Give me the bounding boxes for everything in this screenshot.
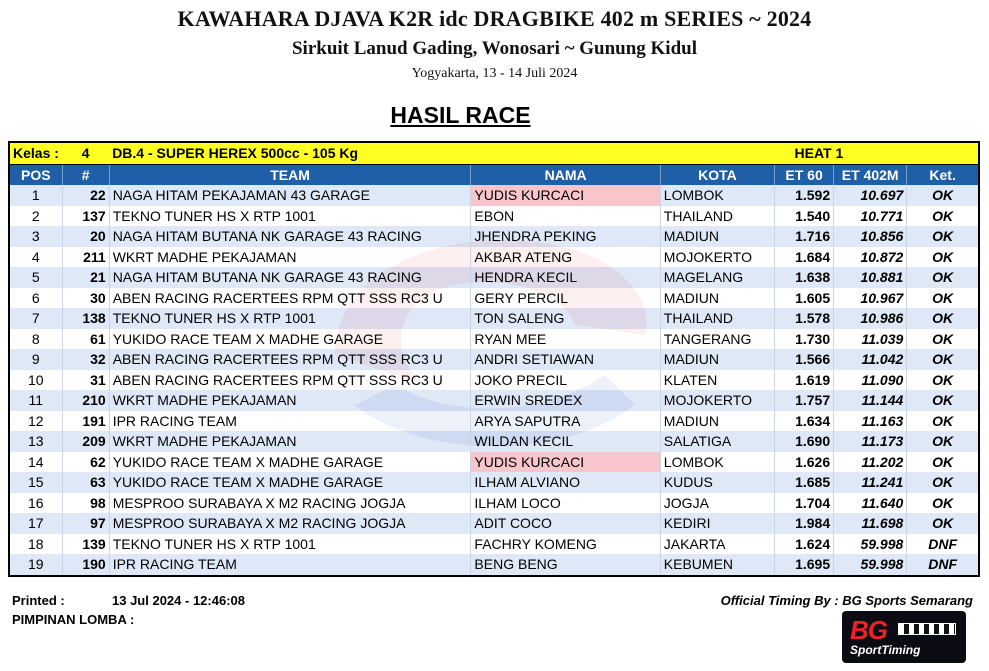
et402-cell: 11.039 [834, 329, 907, 350]
table-row [9, 247, 979, 268]
name-cell: ADIT COCO [471, 513, 660, 534]
et402-cell: 11.163 [834, 411, 907, 432]
team-cell: WKRT MADHE PEKAJAMAN [109, 390, 471, 411]
column-header-row [9, 164, 979, 185]
pimpinan-label: PIMPINAN LOMBA : [12, 612, 135, 627]
team-cell: YUKIDO RACE TEAM X MADHE GARAGE [109, 472, 471, 493]
et60-cell: 1.690 [775, 431, 834, 452]
status-cell: OK [907, 267, 979, 288]
team-cell: IPR RACING TEAM [109, 554, 471, 576]
et60-cell: 1.540 [775, 206, 834, 227]
et60-cell: 1.704 [775, 493, 834, 514]
team-cell: ABEN RACING RACERTEES RPM QTT SSS RC3 U [109, 288, 471, 309]
class-label: Kelas : [9, 142, 62, 164]
status-cell: OK [907, 247, 979, 268]
et402-cell: 10.872 [834, 247, 907, 268]
city-cell: MADIUN [660, 349, 774, 370]
col-et60: ET 60 [775, 164, 834, 185]
city-cell: MAGELANG [660, 267, 774, 288]
city-cell: LOMBOK [660, 185, 774, 206]
city-cell: KEDIRI [660, 513, 774, 534]
status-cell: OK [907, 493, 979, 514]
name-cell: ILHAM ALVIANO [471, 472, 660, 493]
col-et402: ET 402M [834, 164, 907, 185]
status-cell: DNF [907, 534, 979, 555]
et60-cell: 1.566 [775, 349, 834, 370]
table-row [9, 411, 979, 432]
status-cell: OK [907, 226, 979, 247]
team-cell: ABEN RACING RACERTEES RPM QTT SSS RC3 U [109, 349, 471, 370]
team-cell: NAGA HITAM BUTANA NK GARAGE 43 RACING [109, 226, 471, 247]
number-cell: 209 [62, 431, 109, 452]
status-cell: OK [907, 329, 979, 350]
heat-label: HEAT 1 [775, 142, 979, 164]
city-cell: MOJOKERTO [660, 247, 774, 268]
city-cell: KLATEN [660, 370, 774, 391]
class-name: DB.4 - SUPER HEREX 500cc - 105 Kg [109, 142, 774, 164]
position-cell: 19 [9, 554, 62, 576]
team-cell: IPR RACING TEAM [109, 411, 471, 432]
number-cell: 138 [62, 308, 109, 329]
team-cell: WKRT MADHE PEKAJAMAN [109, 247, 471, 268]
status-cell: OK [907, 185, 979, 206]
class-row [9, 142, 979, 164]
number-cell: 191 [62, 411, 109, 432]
col-team: TEAM [109, 164, 471, 185]
name-cell: RYAN MEE [471, 329, 660, 350]
col-pos: POS [9, 164, 62, 185]
number-cell: 61 [62, 329, 109, 350]
et402-cell: 11.202 [834, 452, 907, 473]
et402-cell: 10.881 [834, 267, 907, 288]
col-ket: Ket. [907, 164, 979, 185]
position-cell: 18 [9, 534, 62, 555]
class-number: 4 [62, 142, 109, 164]
position-cell: 15 [9, 472, 62, 493]
number-cell: 210 [62, 390, 109, 411]
number-cell: 32 [62, 349, 109, 370]
et60-cell: 1.634 [775, 411, 834, 432]
table-row [9, 452, 979, 473]
position-cell: 5 [9, 267, 62, 288]
name-cell: YUDIS KURCACI [471, 452, 660, 473]
city-cell: JOGJA [660, 493, 774, 514]
name-cell: ANDRI SETIAWAN [471, 349, 660, 370]
table-row [9, 554, 979, 576]
position-cell: 12 [9, 411, 62, 432]
status-cell: DNF [907, 554, 979, 576]
team-cell: YUKIDO RACE TEAM X MADHE GARAGE [109, 329, 471, 350]
name-cell: EBON [471, 206, 660, 227]
table-row [9, 329, 979, 350]
table-row [9, 472, 979, 493]
et60-cell: 1.684 [775, 247, 834, 268]
position-cell: 13 [9, 431, 62, 452]
name-cell: WILDAN KECIL [471, 431, 660, 452]
status-cell: OK [907, 308, 979, 329]
checkered-flag-icon [898, 623, 956, 635]
et402-cell: 11.042 [834, 349, 907, 370]
table-row [9, 431, 979, 452]
et402-cell: 11.698 [834, 513, 907, 534]
city-cell: KUDUS [660, 472, 774, 493]
position-cell: 1 [9, 185, 62, 206]
name-cell: JOKO PRECIL [471, 370, 660, 391]
et60-cell: 1.605 [775, 288, 834, 309]
et60-cell: 1.592 [775, 185, 834, 206]
number-cell: 211 [62, 247, 109, 268]
et402-cell: 59.998 [834, 554, 907, 576]
table-row [9, 267, 979, 288]
team-cell: NAGA HITAM PEKAJAMAN 43 GARAGE [109, 185, 471, 206]
et402-cell: 11.173 [834, 431, 907, 452]
position-cell: 10 [9, 370, 62, 391]
logo-sub-text: SportTiming [850, 643, 921, 657]
et402-cell: 11.241 [834, 472, 907, 493]
name-cell: BENG BENG [471, 554, 660, 576]
city-cell: LOMBOK [660, 452, 774, 473]
table-row [9, 206, 979, 227]
position-cell: 14 [9, 452, 62, 473]
number-cell: 22 [62, 185, 109, 206]
status-cell: OK [907, 431, 979, 452]
et402-cell: 10.856 [834, 226, 907, 247]
team-cell: YUKIDO RACE TEAM X MADHE GARAGE [109, 452, 471, 473]
number-cell: 31 [62, 370, 109, 391]
et60-cell: 1.685 [775, 472, 834, 493]
city-cell: KEBUMEN [660, 554, 774, 576]
team-cell: MESPROO SURABAYA X M2 RACING JOGJA [109, 513, 471, 534]
table-row [9, 493, 979, 514]
position-cell: 4 [9, 247, 62, 268]
name-cell: ILHAM LOCO [471, 493, 660, 514]
number-cell: 21 [62, 267, 109, 288]
et402-cell: 11.640 [834, 493, 907, 514]
position-cell: 9 [9, 349, 62, 370]
position-cell: 3 [9, 226, 62, 247]
team-cell: TEKNO TUNER HS X RTP 1001 [109, 206, 471, 227]
status-cell: OK [907, 370, 979, 391]
section-title: HASIL RACE [390, 102, 531, 128]
team-cell: ABEN RACING RACERTEES RPM QTT SSS RC3 U [109, 370, 471, 391]
city-cell: THAILAND [660, 206, 774, 227]
table-row [9, 226, 979, 247]
status-cell: OK [907, 513, 979, 534]
status-cell: OK [907, 452, 979, 473]
et402-cell: 10.771 [834, 206, 907, 227]
city-cell: MOJOKERTO [660, 390, 774, 411]
number-cell: 30 [62, 288, 109, 309]
number-cell: 190 [62, 554, 109, 576]
printed-label: Printed : [12, 593, 65, 608]
et60-cell: 1.984 [775, 513, 834, 534]
team-cell: MESPROO SURABAYA X M2 RACING JOGJA [109, 493, 471, 514]
et60-cell: 1.626 [775, 452, 834, 473]
number-cell: 98 [62, 493, 109, 514]
et60-cell: 1.757 [775, 390, 834, 411]
number-cell: 20 [62, 226, 109, 247]
city-cell: MADIUN [660, 288, 774, 309]
table-row [9, 349, 979, 370]
bg-sporttiming-logo [842, 611, 966, 663]
team-cell: TEKNO TUNER HS X RTP 1001 [109, 308, 471, 329]
name-cell: TON SALENG [471, 308, 660, 329]
city-cell: TANGERANG [660, 329, 774, 350]
printed-timestamp: 13 Jul 2024 - 12:46:08 [112, 593, 245, 608]
team-cell: WKRT MADHE PEKAJAMAN [109, 431, 471, 452]
name-cell: FACHRY KOMENG [471, 534, 660, 555]
logo-main-text: BG [850, 615, 887, 645]
et60-cell: 1.619 [775, 370, 834, 391]
position-cell: 6 [9, 288, 62, 309]
table-row [9, 390, 979, 411]
table-row [9, 534, 979, 555]
event-venue: Sirkuit Lanud Gading, Wonosari ~ Gunung Kidul [291, 38, 697, 59]
et60-cell: 1.716 [775, 226, 834, 247]
name-cell: ERWIN SREDEX [471, 390, 660, 411]
position-cell: 11 [9, 390, 62, 411]
event-date: Yogyakarta, 13 - 14 Juli 2024 [411, 66, 578, 81]
position-cell: 7 [9, 308, 62, 329]
table-row [9, 370, 979, 391]
name-cell: AKBAR ATENG [471, 247, 660, 268]
col-nama: NAMA [471, 164, 660, 185]
table-row [9, 308, 979, 329]
et402-cell: 59.998 [834, 534, 907, 555]
number-cell: 139 [62, 534, 109, 555]
city-cell: JAKARTA [660, 534, 774, 555]
name-cell: JHENDRA PEKING [471, 226, 660, 247]
name-cell: YUDIS KURCACI [471, 185, 660, 206]
name-cell: ARYA SAPUTRA [471, 411, 660, 432]
et402-cell: 10.967 [834, 288, 907, 309]
et60-cell: 1.695 [775, 554, 834, 576]
et402-cell: 10.697 [834, 185, 907, 206]
name-cell: GERY PERCIL [471, 288, 660, 309]
number-cell: 62 [62, 452, 109, 473]
table-row [9, 185, 979, 206]
et402-cell: 11.144 [834, 390, 907, 411]
et402-cell: 10.986 [834, 308, 907, 329]
position-cell: 2 [9, 206, 62, 227]
et60-cell: 1.578 [775, 308, 834, 329]
et60-cell: 1.638 [775, 267, 834, 288]
status-cell: OK [907, 288, 979, 309]
name-cell: HENDRA KECIL [471, 267, 660, 288]
et402-cell: 11.090 [834, 370, 907, 391]
status-cell: OK [907, 206, 979, 227]
city-cell: SALATIGA [660, 431, 774, 452]
position-cell: 17 [9, 513, 62, 534]
event-title: KAWAHARA DJAVA K2R idc DRAGBIKE 402 m SERIES ~ 2024 [177, 6, 812, 31]
et60-cell: 1.730 [775, 329, 834, 350]
official-timing: Official Timing By : BG Sports Semarang [720, 593, 973, 608]
position-cell: 8 [9, 329, 62, 350]
status-cell: OK [907, 472, 979, 493]
number-cell: 97 [62, 513, 109, 534]
status-cell: OK [907, 411, 979, 432]
city-cell: MADIUN [660, 226, 774, 247]
status-cell: OK [907, 390, 979, 411]
status-cell: OK [907, 349, 979, 370]
city-cell: MADIUN [660, 411, 774, 432]
number-cell: 63 [62, 472, 109, 493]
table-row [9, 288, 979, 309]
team-cell: TEKNO TUNER HS X RTP 1001 [109, 534, 471, 555]
col-kota: KOTA [660, 164, 774, 185]
number-cell: 137 [62, 206, 109, 227]
city-cell: THAILAND [660, 308, 774, 329]
team-cell: NAGA HITAM BUTANA NK GARAGE 43 RACING [109, 267, 471, 288]
results-table [8, 141, 980, 577]
table-row [9, 513, 979, 534]
position-cell: 16 [9, 493, 62, 514]
col-number: # [62, 164, 109, 185]
et60-cell: 1.624 [775, 534, 834, 555]
